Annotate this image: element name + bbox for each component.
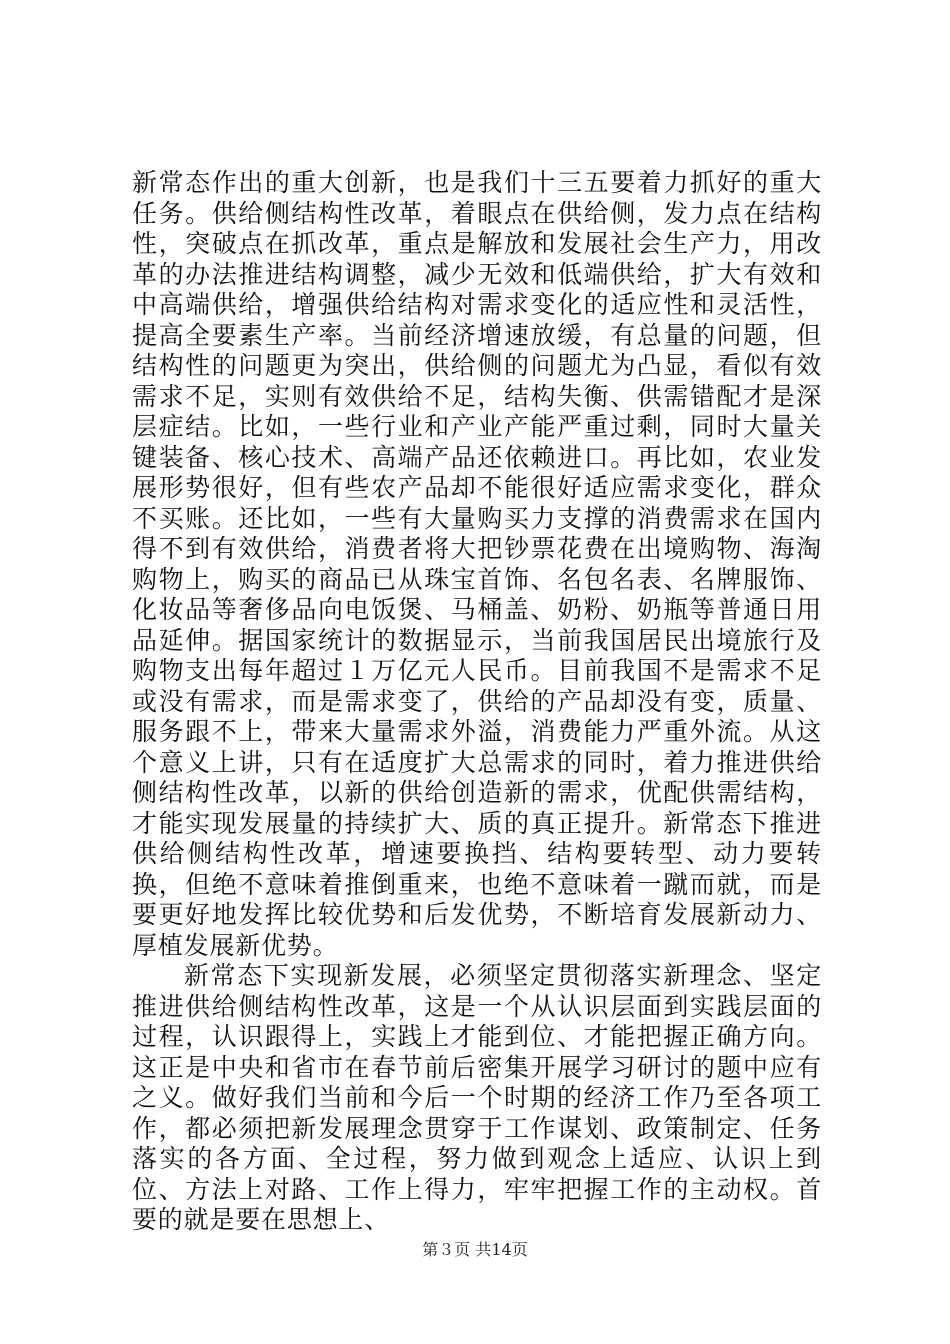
page-footer: 第３页 共14页 [422, 1240, 528, 1259]
document-body [132, 168, 822, 1236]
paragraph-2: 新常态下实现新发展，必须坚定贯彻落实新理念、坚定推进供给侧结构性改革，这是一个从认识层面到实践层面的过程，认识跟得上，实践上才能到位、才能把握正确方向。这正是中央和省市在春节前后密集开展学习研讨的题中应有之义。做好我们当前和今后一个时期的经济工作乃至各项工作，都必须把新发展理念贯穿于工作谋划、政策制定、任务落实的各方面、全过程，努力做到观念上适应、认识上到位、方法上对路、工作上得力，牢牢把握工作的主动权。首要的就是要在思想上、 [132, 961, 822, 1234]
paragraph-1: 新常态作出的重大创新，也是我们十三五要着力抓好的重大任务。供给侧结构性改革，着眼点在供给侧，发力点在结构性，突破点在抓改革，重点是解放和发展社会生产力，用改革的办法推进结构调整，减少无效和低端供给，扩大有效和中高端供给，增强供给结构对需求变化的适应性和灵活性，提高全要素生产率。当前经济增速放缓，有总量的问题，但结构性的问题更为突出，供给侧的问题尤为凸显，看似有效需求不足，实则有效供给不足，结构失衡、供需错配才是深层症结。比如，一些行业和产业产能严重过剩，同时大量关键装备、核心技术、高端产品还依赖进口。再比如，农业发展形势很好，但有些农产品却不能很好适应需求变化，群众不买账。还比如，一些有大量购买力支撑的消费需求在国内得不到有效供给，消费者将大把钞票花费在出境购物、海淘购物上，购买的商品已从珠宝首饰、名包名表、名牌服饰、化妆品等奢侈品向电饭煲、马桶盖、奶粉、奶瓶等普通日用品延伸。据国家统计的数据显示，当前我国居民出境旅行及购物支出每年超过１万亿元人民币。目前我国不是需求不足或没有需求，而是需求变了，供给的产品却没有变，质量、服务跟不上，带来大量需求外溢，消费能力严重外流。从这个意义上讲，只有在适度扩大总需求的同时，着力推进供给侧结构性改革，以新的供给创造新的需求，优配供需结构，才能实现发展量的持续扩大、质的真正提升。新常态下推进供给侧结构性改革，增速要换挡、结构要转型、动力要转换，但绝不意味着推倒重来，也绝不意味着一蹴而就，而是要更好地发挥比较优势和后发优势，不断培育发展新动力、厚植发展新优势。 [132, 168, 822, 960]
